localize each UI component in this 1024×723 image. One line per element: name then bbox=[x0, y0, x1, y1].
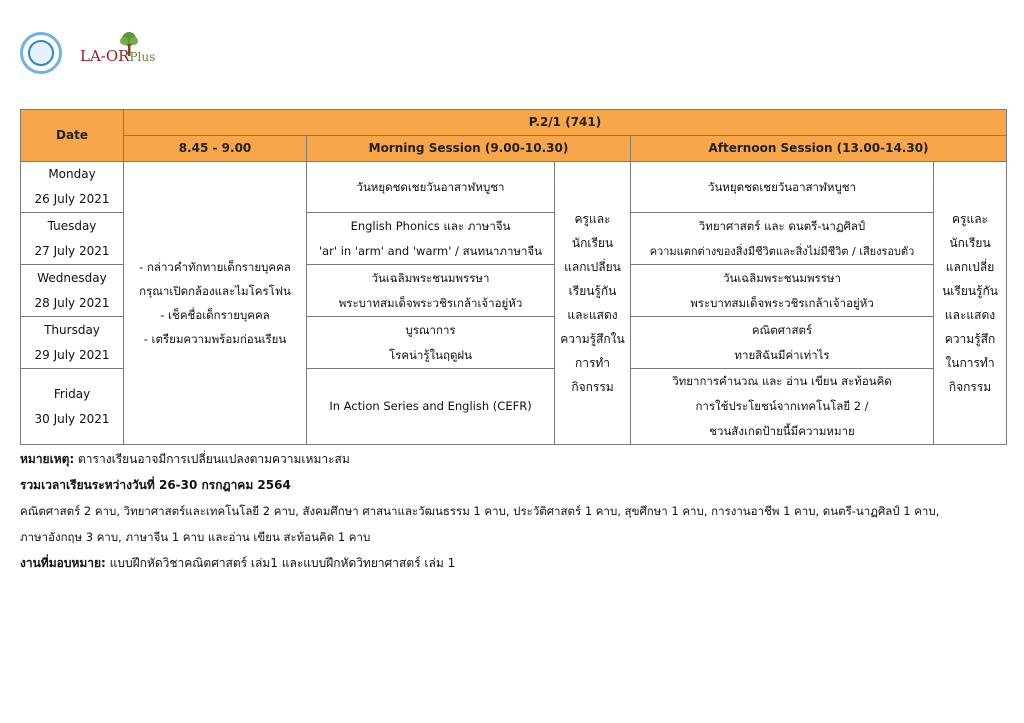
early-line: - กล่าวคำทักทายเด็กรายบุคคล bbox=[139, 260, 291, 274]
activity-line: ทายสิฉันมีค่าเท่าไร bbox=[734, 347, 830, 362]
afternoon-cell bbox=[631, 369, 934, 445]
day-date: 29 July 2021 bbox=[34, 347, 110, 362]
share-line: ครูและ bbox=[574, 212, 611, 226]
share-line: นักเรียน bbox=[571, 236, 614, 250]
logo-main-text: LA-OR bbox=[80, 47, 130, 65]
activity-line: พระบาทสมเด็จพระวชิรเกล้าเจ้าอยู่หัว bbox=[690, 295, 874, 310]
activity-line: In Action Series and English (CEFR) bbox=[329, 399, 532, 413]
activity-line: พระบาทสมเด็จพระวชิรเกล้าเจ้าอยู่หัว bbox=[338, 295, 523, 310]
activity-line: บูรณาการ bbox=[405, 322, 456, 337]
assignment bbox=[20, 550, 1010, 576]
share-line: นเรียนรู้กัน bbox=[942, 284, 998, 298]
summary-line: ภาษาอังกฤษ 3 คาบ, ภาษาจีน 1 คาบ และอ่าน เขียน สะท้อนคิด 1 คาบ bbox=[20, 530, 371, 544]
afternoon-cell bbox=[631, 317, 934, 369]
activity-line: โรคน่ารู้ในฤดูฝน bbox=[388, 347, 473, 362]
day-date: 26 July 2021 bbox=[34, 192, 110, 206]
day-date: 28 July 2021 bbox=[34, 295, 110, 310]
date-cell bbox=[21, 317, 124, 369]
share-line: และแสดง bbox=[944, 308, 996, 322]
notes-section bbox=[20, 446, 1010, 576]
activity-line: English Phonics และ ภาษาจีน bbox=[350, 218, 511, 233]
day-name: Friday bbox=[53, 386, 91, 401]
activity-line: การใช้ประโยชน์จากเทคโนโลยี 2 / bbox=[695, 399, 869, 413]
early-line: - เตรียมความพร้อมก่อนเรียน bbox=[143, 332, 287, 346]
activity-line: วันเฉลิมพระชนมพรรษา bbox=[371, 270, 490, 285]
day-name: Wednesday bbox=[37, 270, 107, 285]
afternoon-share-cell bbox=[934, 162, 1007, 445]
share-line: กิจกรรม bbox=[571, 380, 614, 394]
morning-cell bbox=[307, 265, 555, 317]
morning-cell bbox=[307, 213, 555, 265]
early-session-cell bbox=[124, 162, 307, 445]
day-name: Monday bbox=[48, 167, 96, 181]
afternoon-cell bbox=[631, 213, 934, 265]
early-line: - เช็คชื่อเด็กรายบุคคล bbox=[160, 308, 270, 322]
activity-line: วิทยาศาสตร์ และ ดนตรี-นาฏศิลป์ bbox=[698, 218, 866, 233]
share-line: ความรู้สึก bbox=[944, 332, 996, 346]
activity-line: ชวนสังเกตป้ายนี้มีความหมาย bbox=[709, 424, 855, 438]
share-line: ในการทำ bbox=[945, 356, 995, 370]
class-header: P.2/1 (741) bbox=[124, 110, 1007, 136]
share-line: แลกเปลี่ย bbox=[945, 260, 995, 274]
share-line: กิจกรรม bbox=[948, 380, 992, 394]
activity-line: ความแตกต่างของสิ่งมีชีวิตและสิ่งไม่มีชีวิต / เสียงรอบตัว bbox=[649, 244, 915, 258]
share-line: นักเรียน bbox=[949, 236, 991, 250]
table-row bbox=[21, 162, 1007, 213]
day-date: 27 July 2021 bbox=[34, 243, 110, 258]
assignment-label: งานที่มอบหมาย: bbox=[20, 556, 106, 570]
morning-cell bbox=[307, 317, 555, 369]
activity-line: วันหยุดชดเชยวันอาสาฬหบูชา bbox=[356, 179, 505, 194]
activity-line: วันหยุดชดเชยวันอาสาฬหบูชา bbox=[707, 179, 857, 194]
morning-cell bbox=[307, 369, 555, 445]
share-line: แลกเปลี่ยน bbox=[564, 260, 621, 274]
activity-line: วันเฉลิมพระชนมพรรษา bbox=[723, 270, 841, 285]
morning-share-cell bbox=[555, 162, 631, 445]
afternoon-session-header: Afternoon Session (13.00-14.30) bbox=[631, 136, 1007, 162]
logo-plus-text: Plus bbox=[129, 50, 156, 64]
morning-cell bbox=[307, 162, 555, 213]
timetable bbox=[20, 109, 1007, 445]
share-line: และแสดง bbox=[567, 308, 618, 322]
remark bbox=[20, 446, 1010, 472]
date-cell bbox=[21, 265, 124, 317]
remark-text: ตารางเรียนอาจมีการเปลี่ยนแปลงตามความเหมาะสม bbox=[74, 452, 350, 466]
activity-line: 'ar' in 'arm' and 'warm' / สนทนาภาษาจีน bbox=[318, 243, 543, 258]
activity-line: คณิตศาสตร์ bbox=[751, 322, 813, 337]
school-logo bbox=[20, 32, 62, 74]
afternoon-cell bbox=[631, 265, 934, 317]
day-name: Thursday bbox=[44, 322, 100, 337]
share-line: การทำ bbox=[574, 356, 611, 370]
day-date: 30 July 2021 bbox=[34, 411, 110, 426]
day-name: Tuesday bbox=[47, 218, 97, 233]
summary-line: คณิตศาสตร์ 2 คาบ, วิทยาศาสตร์และเทคโนโลยี 2 คาบ, สังคมศึกษา ศาสนาและวัฒนธรรม 1 คาบ, ประวัติศาสตร์ 1 คาบ, สุขศึกษา 1 คาบ, การงานอาชีพ 1 คาบ, ดนตรี-นาฏศิลป์ 1 คาบ, bbox=[20, 504, 940, 518]
afternoon-cell bbox=[631, 162, 934, 213]
share-line: ครูและ bbox=[952, 212, 989, 226]
date-cell bbox=[21, 369, 124, 445]
la-or-plus-logo bbox=[80, 47, 155, 65]
date-cell bbox=[21, 213, 124, 265]
early-line: กรุณาเปิดกล้องและไมโครโฟน bbox=[139, 284, 291, 298]
early-session-header: 8.45 - 9.00 bbox=[124, 136, 307, 162]
summary-title: รวมเวลาเรียนระหว่างวันที่ 26-30 กรกฎาคม 2564 bbox=[20, 478, 291, 492]
remark-label: หมายเหตุ: bbox=[20, 452, 75, 466]
morning-session-header: Morning Session (9.00-10.30) bbox=[307, 136, 631, 162]
assignment-text: แบบฝึกหัดวิชาคณิตศาสตร์ เล่ม1 และแบบฝึกหัดวิทยาศาสตร์ เล่ม 1 bbox=[105, 556, 456, 570]
date-cell bbox=[21, 162, 124, 213]
share-line: เรียนรู้กัน bbox=[568, 284, 617, 298]
date-header: Date bbox=[21, 110, 124, 162]
activity-line: วิทยาการคำนวณ และ อ่าน เขียน สะท้อนคิด bbox=[672, 374, 892, 388]
share-line: ความรู้สึกใน bbox=[560, 332, 625, 346]
